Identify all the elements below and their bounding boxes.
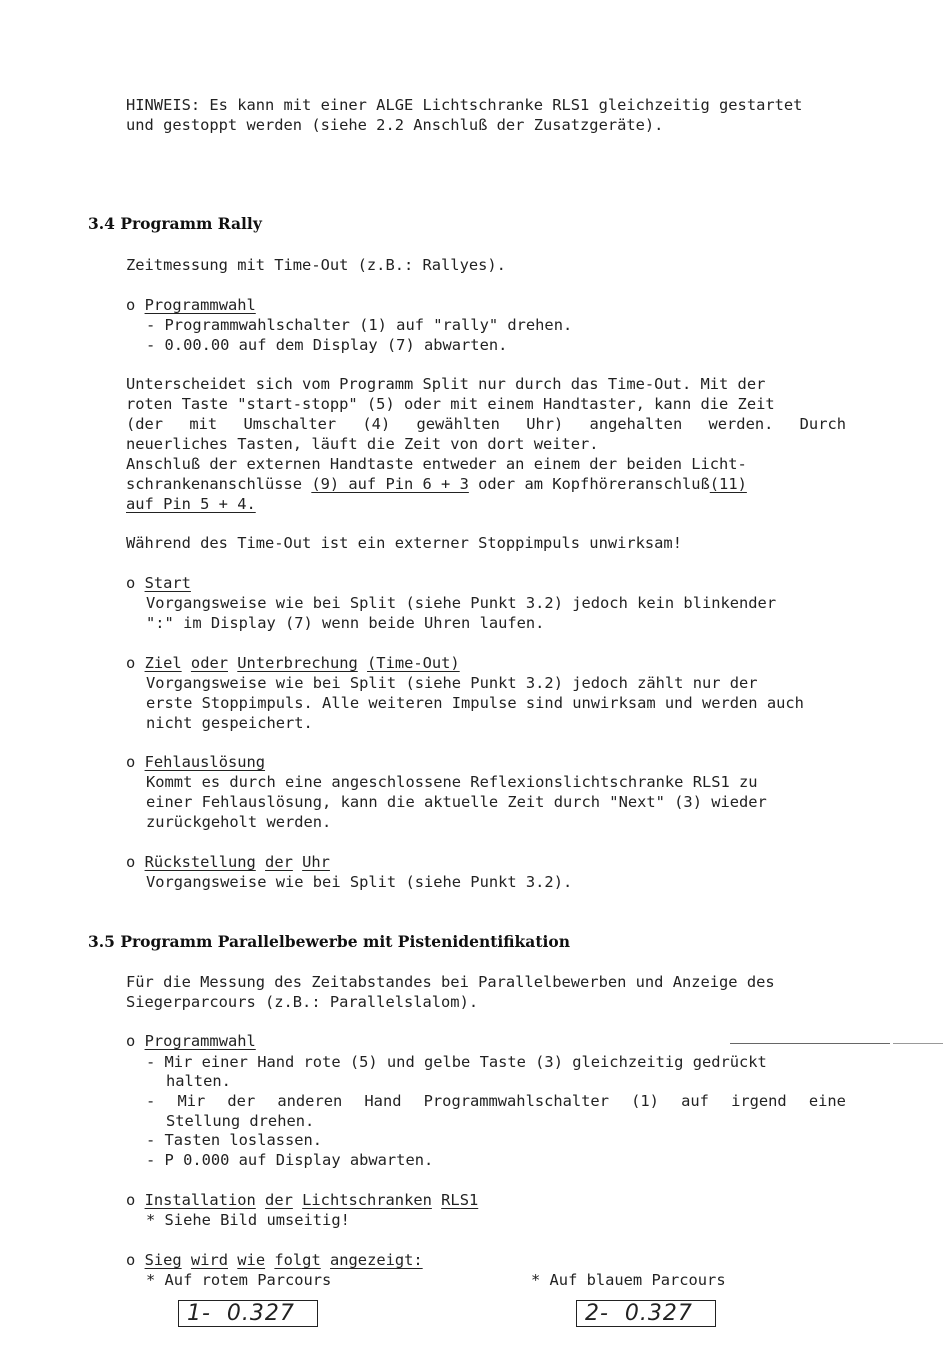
para-line-7: auf Pin 5 + 4.: [126, 495, 256, 513]
word: (der: [126, 415, 164, 433]
word: eine: [808, 1092, 846, 1110]
word: (4): [362, 415, 391, 433]
timeout-note: Während des Time-Out ist ein externer Stoppimpuls unwirksam!: [126, 534, 682, 552]
programmwahl2-item: [126, 1031, 256, 1051]
ziel-line-3: nicht gespeichert.: [146, 714, 313, 732]
word: irgend: [731, 1092, 787, 1110]
programmwahl2-step-1-cont: halten.: [166, 1072, 231, 1090]
blue-course-display: 2- 0.327: [576, 1300, 716, 1327]
word: werden.: [708, 415, 774, 433]
install-item: [126, 1190, 478, 1210]
rueck-title: der: [265, 853, 293, 871]
red-course-display: 1- 0.327: [178, 1300, 318, 1327]
install-line: * Siehe Bild umseitig!: [146, 1211, 350, 1229]
rally-intro: Zeitmessung mit Time-Out (z.B.: Rallyes).: [126, 256, 506, 274]
para-line-5: Anschluß der externen Handtaste entweder an einem der beiden Licht-: [126, 455, 747, 473]
text: schrankenanschlüsse: [126, 475, 312, 493]
install-title: Lichtschranken: [302, 1191, 432, 1209]
programmwahl-step-2: - 0.00.00 auf dem Display (7) abwarten.: [146, 336, 508, 354]
programmwahl-title: Programmwahl: [144, 296, 256, 314]
sieg-title: wird: [190, 1251, 228, 1269]
para-line-3: [126, 414, 846, 434]
ziel-item: [126, 653, 460, 673]
word: anderen: [277, 1092, 343, 1110]
word: Hand: [364, 1092, 402, 1110]
install-title: der: [265, 1191, 293, 1209]
parallel-intro-2: Siegerparcours (z.B.: Parallelslalom).: [126, 993, 479, 1011]
red-course-label: * Auf rotem Parcours: [146, 1271, 332, 1289]
start-title: Start: [144, 574, 191, 592]
fehl-line-2: einer Fehlauslösung, kann die aktuelle Zeit durch "Next" (3) wieder: [146, 793, 767, 811]
blue-course-label: * Auf blauem Parcours: [531, 1271, 726, 1289]
programmwahl2-step-3: - Tasten loslassen.: [146, 1131, 323, 1149]
word: Programmwahlschalter: [423, 1092, 609, 1110]
ziel-title: Unterbrechung: [237, 654, 358, 672]
margin-rule: [730, 1043, 890, 1044]
para-line-1: Unterscheidet sich vom Programm Split nur durch das Time-Out. Mit der: [126, 375, 766, 393]
fehl-item: [126, 752, 265, 772]
ziel-title: Ziel: [144, 654, 182, 672]
word: Durch: [799, 415, 846, 433]
para-line-4: neuerliches Tasten, läuft die Zeit von dort weiter.: [126, 435, 599, 453]
rueck-title: Uhr: [302, 853, 330, 871]
word: auf: [681, 1092, 709, 1110]
programmwahl2-step-4: - P 0.000 auf Display abwarten.: [146, 1151, 434, 1169]
pin-reference: (9) auf Pin 6 + 3: [311, 475, 469, 493]
heading-3-5: 3.5 Programm Parallelbewerbe mit Pistenidentifikation: [88, 932, 570, 951]
bullet: o: [126, 1251, 136, 1269]
word: Uhr): [526, 415, 564, 433]
sieg-item: [126, 1250, 423, 1270]
rueck-title: Rückstellung: [144, 853, 256, 871]
fehl-line-3: zurückgeholt werden.: [146, 813, 332, 831]
sieg-title: Sieg: [144, 1251, 182, 1269]
rueck-item: [126, 852, 330, 872]
word: Mir: [177, 1092, 206, 1110]
word: (1): [631, 1092, 659, 1110]
programmwahl2-title: Programmwahl: [144, 1032, 256, 1050]
install-title: RLS1: [441, 1191, 479, 1209]
programmwahl2-step-2: [146, 1091, 846, 1111]
start-line-1: Vorgangsweise wie bei Split (siehe Punkt 3.2) jedoch kein blinkender: [146, 594, 777, 612]
margin-rule: [893, 1043, 943, 1044]
bullet: o: [126, 574, 136, 592]
parallel-intro-1: Für die Messung des Zeitabstandes bei Parallelbewerben und Anzeige des: [126, 973, 775, 991]
ziel-title: oder: [190, 654, 228, 672]
word: Umschalter: [243, 415, 337, 433]
word: angehalten: [589, 415, 683, 433]
sieg-title: folgt: [274, 1251, 321, 1269]
ziel-line-2: erste Stoppimpuls. Alle weiteren Impulse sind unwirksam und werden auch: [146, 694, 804, 712]
install-title: Installation: [144, 1191, 256, 1209]
para-line-2: roten Taste "start-stopp" (5) oder mit einem Handtaster, kann die Zeit: [126, 395, 775, 413]
bullet: o: [126, 654, 136, 672]
fehl-title: Fehlauslösung: [144, 753, 266, 771]
word: mit: [189, 415, 218, 433]
start-item: [126, 573, 191, 593]
word: gewählten: [416, 415, 500, 433]
start-line-2: ":" im Display (7) wenn beide Uhren laufen.: [146, 614, 545, 632]
heading-3-4: 3.4 Programm Rally: [88, 214, 262, 233]
bullet: o: [126, 853, 136, 871]
bullet: o: [126, 753, 136, 771]
programmwahl2-step-1: - Mir einer Hand rote (5) und gelbe Taste (3) gleichzeitig gedrückt: [146, 1053, 767, 1071]
programmwahl2-step-2-cont: Stellung drehen.: [166, 1112, 315, 1130]
hinweis-line-2: und gestoppt werden (siehe 2.2 Anschluß der Zusatzgeräte).: [126, 116, 664, 134]
word: der: [227, 1092, 256, 1110]
ziel-title: (Time-Out): [367, 654, 460, 672]
fehl-line-1: Kommt es durch eine angeschlossene Reflexionslichtschranke RLS1 zu: [146, 773, 758, 791]
bullet: o: [126, 1191, 136, 1209]
connector-reference: (11): [709, 475, 747, 493]
programmwahl-item: [126, 295, 256, 315]
word: -: [146, 1092, 156, 1110]
hinweis-line-1: HINWEIS: Es kann mit einer ALGE Lichtschranke RLS1 gleichzeitig gestartet: [126, 96, 803, 114]
programmwahl-step-1: - Programmwahlschalter (1) auf "rally" drehen.: [146, 316, 573, 334]
sieg-title: angezeigt:: [330, 1251, 423, 1269]
text: oder am Kopfhöreranschluß: [468, 475, 710, 493]
sieg-title: wie: [237, 1251, 266, 1269]
para-line-6: [126, 474, 747, 494]
bullet: o: [126, 296, 136, 314]
bullet: o: [126, 1032, 136, 1050]
ziel-line-1: Vorgangsweise wie bei Split (siehe Punkt 3.2) jedoch zählt nur der: [146, 674, 758, 692]
rueck-line: Vorgangsweise wie bei Split (siehe Punkt 3.2).: [146, 873, 573, 891]
